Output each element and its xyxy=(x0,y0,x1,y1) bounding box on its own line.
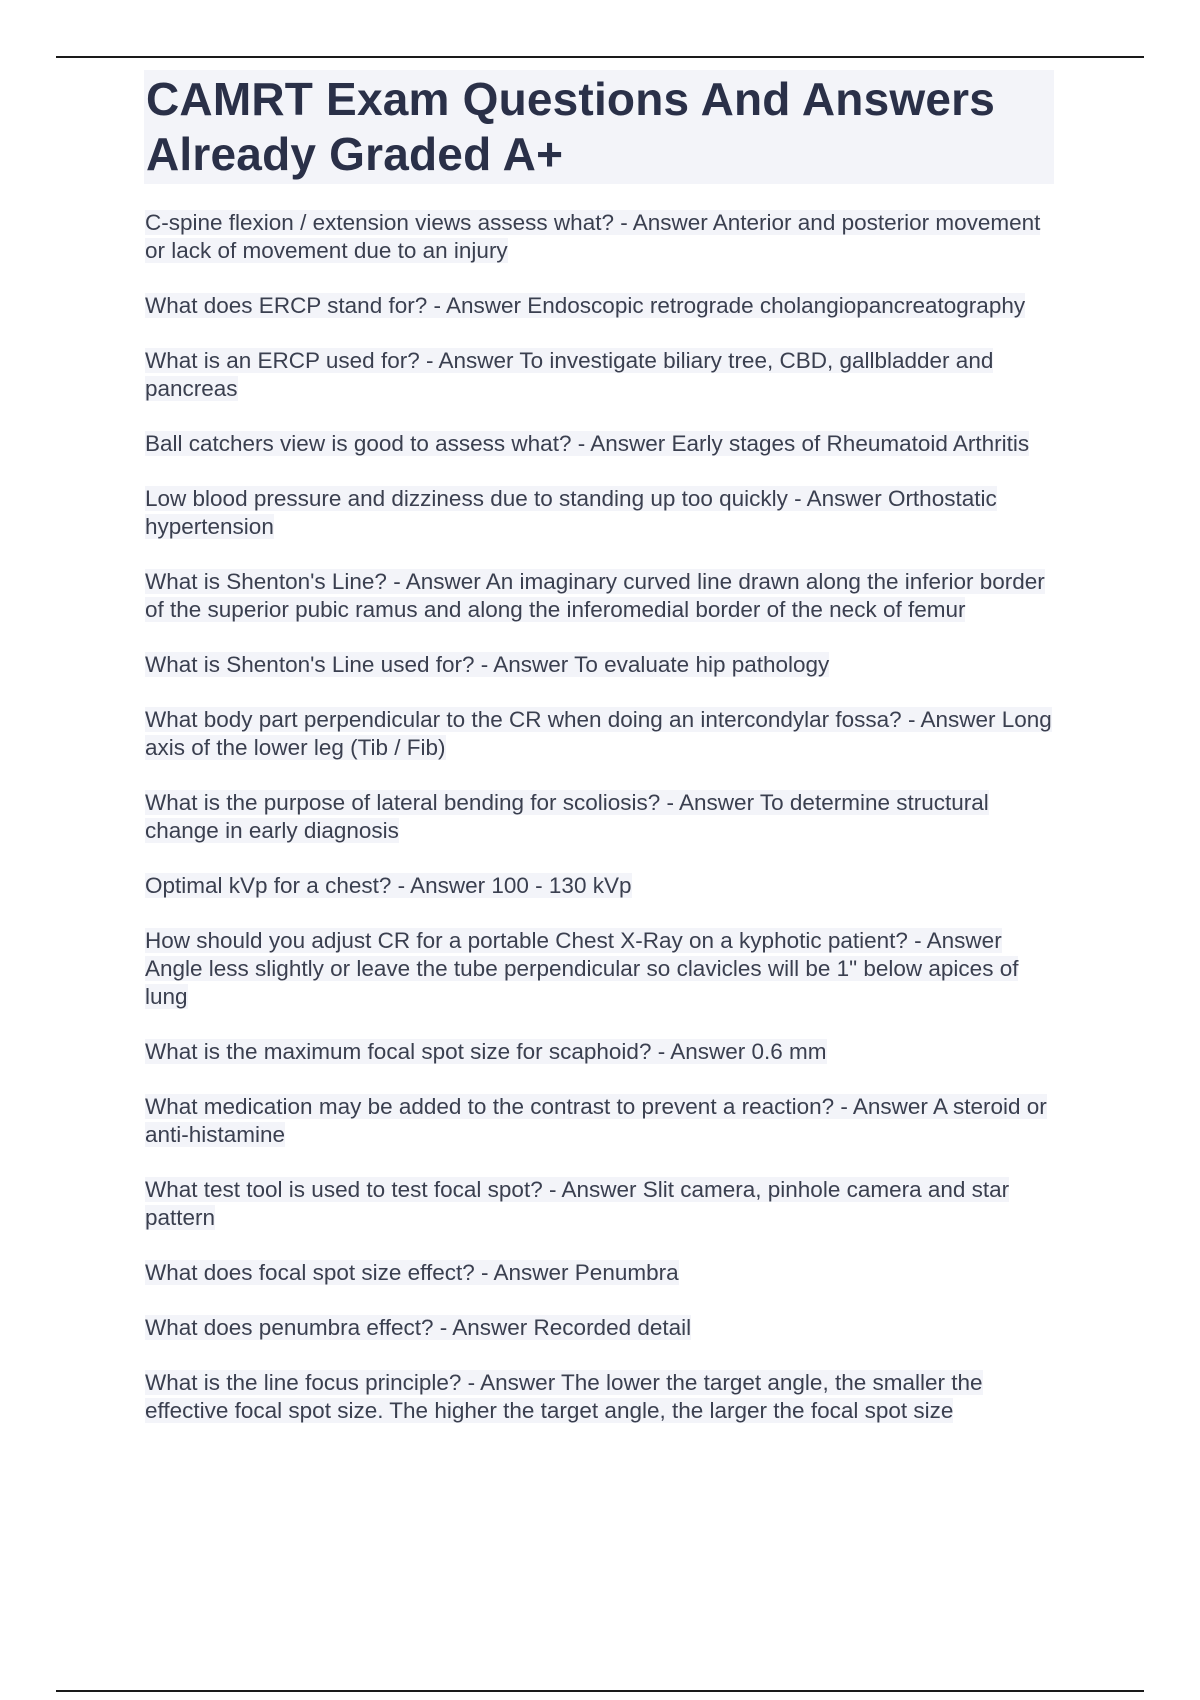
qa-list xyxy=(145,209,1055,1452)
qa-text: What does penumbra effect? - Answer Recorded detail xyxy=(145,1315,692,1340)
qa-item xyxy=(145,872,1055,900)
qa-item xyxy=(145,1176,1055,1232)
qa-text: Low blood pressure and dizziness due to standing up too quickly - Answer Orthostatic hypertension xyxy=(145,486,997,539)
top-rule xyxy=(56,56,1144,58)
qa-item xyxy=(145,1038,1055,1066)
qa-text: What is an ERCP used for? - Answer To investigate biliary tree, CBD, gallbladder and pancreas xyxy=(145,348,994,401)
qa-text: What is the purpose of lateral bending for scoliosis? - Answer To determine structural change in early diagnosis xyxy=(145,790,989,843)
qa-text: What is the line focus principle? - Answer The lower the target angle, the smaller the effective focal spot size. The higher the target angle, the larger the focal spot size xyxy=(145,1370,983,1423)
qa-item xyxy=(145,1093,1055,1149)
qa-text: How should you adjust CR for a portable Chest X-Ray on a kyphotic patient? - Answer Angle less slightly or leave the tube perpendicular so clavicles will be 1" below apices of lung xyxy=(145,928,1019,1009)
bottom-rule xyxy=(56,1690,1144,1692)
qa-text: Ball catchers view is good to assess what? - Answer Early stages of Rheumatoid Arthritis xyxy=(145,431,1030,456)
qa-item xyxy=(145,292,1055,320)
qa-item xyxy=(145,347,1055,403)
qa-item xyxy=(145,706,1055,762)
qa-text: What medication may be added to the contrast to prevent a reaction? - Answer A steroid or anti-histamine xyxy=(145,1094,1047,1147)
qa-text: What body part perpendicular to the CR when doing an intercondylar fossa? - Answer Long axis of the lower leg (Tib / Fib) xyxy=(145,707,1052,760)
qa-text: What is Shenton's Line? - Answer An imaginary curved line drawn along the inferior border of the superior pubic ramus and along the inferomedial border of the neck of femur xyxy=(145,569,1045,622)
qa-text: What is Shenton's Line used for? - Answer To evaluate hip pathology xyxy=(145,652,830,677)
qa-item xyxy=(145,430,1055,458)
qa-item xyxy=(145,568,1055,624)
qa-item xyxy=(145,789,1055,845)
qa-item xyxy=(145,927,1055,1011)
qa-item xyxy=(145,1314,1055,1342)
qa-item xyxy=(145,209,1055,265)
qa-text: What test tool is used to test focal spot? - Answer Slit camera, pinhole camera and star pattern xyxy=(145,1177,1010,1230)
document-title: CAMRT Exam Questions And Answers Already Graded A+ xyxy=(146,73,996,180)
qa-item xyxy=(145,651,1055,679)
qa-text: What does focal spot size effect? - Answer Penumbra xyxy=(145,1260,679,1285)
qa-text: Optimal kVp for a chest? - Answer 100 - 130 kVp xyxy=(145,873,632,898)
qa-item xyxy=(145,485,1055,541)
qa-item xyxy=(145,1259,1055,1287)
qa-text: C-spine flexion / extension views assess what? - Answer Anterior and posterior movement or lack of movement due to an injury xyxy=(145,210,1041,263)
qa-text: What does ERCP stand for? - Answer Endoscopic retrograde cholangiopancreatography xyxy=(145,293,1026,318)
qa-text: What is the maximum focal spot size for scaphoid? - Answer 0.6 mm xyxy=(145,1039,827,1064)
qa-item xyxy=(145,1369,1055,1425)
